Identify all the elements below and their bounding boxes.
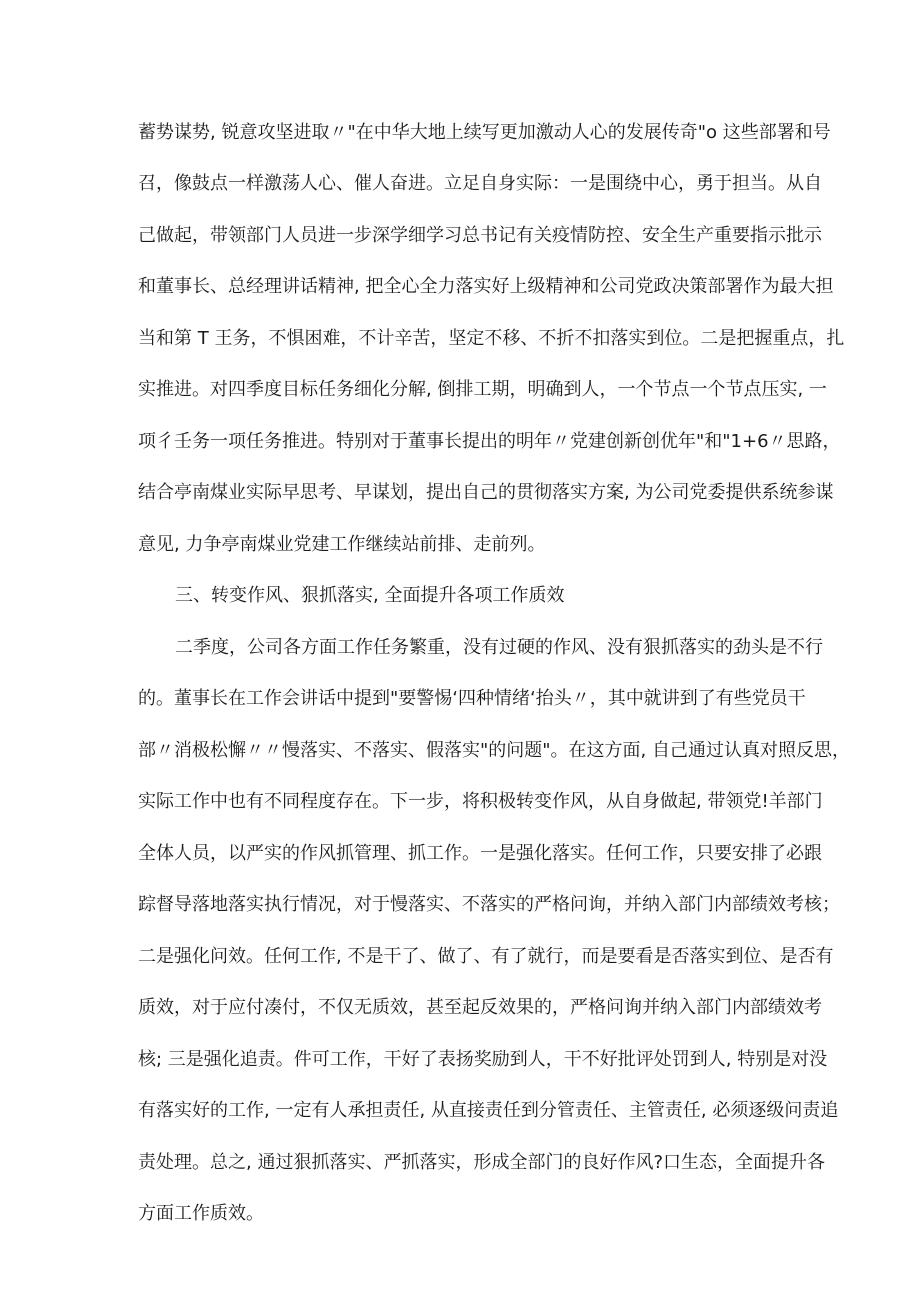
paragraph-line: 蓄势谋势, 锐意攻坚进取〃"在中华大地上续写更加激动人心的发展传奇"o 这些部署和号 (138, 122, 831, 143)
paragraph-line: 结合亭南煤业实际早思考、早谋划，提出自己的贯彻落实方案, 为公司党委提供系统参谋 (138, 482, 834, 503)
paragraph-line: 己做起，带领部门人员进一步深学细学习总书记有关疫情防控、安全生产重要指示批示 (138, 225, 822, 246)
paragraph-line: 方面工作质效。 (138, 1203, 264, 1224)
paragraph-line: 部〃消极松懈〃〃慢落实、不落实、假落实"的问题"。在这方面, 自己通过认真对照反思， (138, 740, 850, 761)
paragraph-line: 和董事长、总经理讲话精神, 把全心全力落实好上级精神和公司党政决策部署作为最大担 (138, 276, 834, 297)
paragraph-line: 项彳壬务一项任务推进。特别对于董事长提出的明年〃党建创新创优年"和"1+6〃思路， (138, 431, 841, 452)
paragraph-line: 责处理。总之, 通过狠抓落实、严抓落实，形成全部门的良好作风?口生态，全面提升各 (138, 1152, 825, 1173)
paragraph-line: 质效，对于应付凑付，不仅无质效，甚至起反效果的，严格问询并纳入部门内部绩效考 (138, 997, 822, 1018)
paragraph-line: 全体人员，以严实的作风抓管理、抓工作。一是强化落实。任何工作，只要安排了必跟 (138, 843, 822, 864)
paragraph-line: 意见, 力争亭南煤业党建工作继续站前排、走前列。 (138, 534, 546, 555)
paragraph-line: 的。董事长在工作会讲话中提到"要警惕‘四种情绪‘抬头〃，其中就讲到了有些党员干 (138, 688, 806, 709)
paragraph-line: 二是强化问效。任何工作, 不是干了、做了、有了就行，而是要看是否落实到位、是否有 (138, 946, 834, 967)
paragraph-line: 召，像鼓点一样激荡人心、催人奋进。立足自身实际：一是围绕中心，勇于担当。从自 (138, 173, 822, 194)
paragraph-line: 二季度，公司各方面工作任务繁重，没有过硬的作风、没有狠抓落实的劲头是不行 (175, 637, 823, 658)
paragraph-line: 有落实好的工作, 一定有人承担责任, 从直接责任到分管责任、主管责任, 必须逐级问责追 (138, 1100, 839, 1121)
paragraph-line: 实际工作中也有不同程度存在。下一步，将积极转变作风，从自身做起, 带领党!羊部门 (138, 791, 823, 812)
paragraph-line: 踪督导落地落实执行情况，对于慢落实、不落实的严格问询，并纳入部门内部绩效考核； (138, 894, 840, 915)
paragraph-line: 实推进。对四季度目标任务细化分解, 倒排工期，明确到人，一个节点一个节点压实, 一 (138, 379, 827, 400)
paragraph-line: 当和第 T 王务，不惧困难，不计辛苦，坚定不移、不折不扣落实到位。二是把握重点，扎 (138, 328, 845, 349)
section-heading: 三、转变作风、狠抓落实, 全面提升各项工作质效 (175, 585, 565, 606)
paragraph-line: 核; 三是强化追责。件可工作，干好了表扬奖励到人，干不好批评处罚到人, 特别是对没 (138, 1049, 828, 1070)
